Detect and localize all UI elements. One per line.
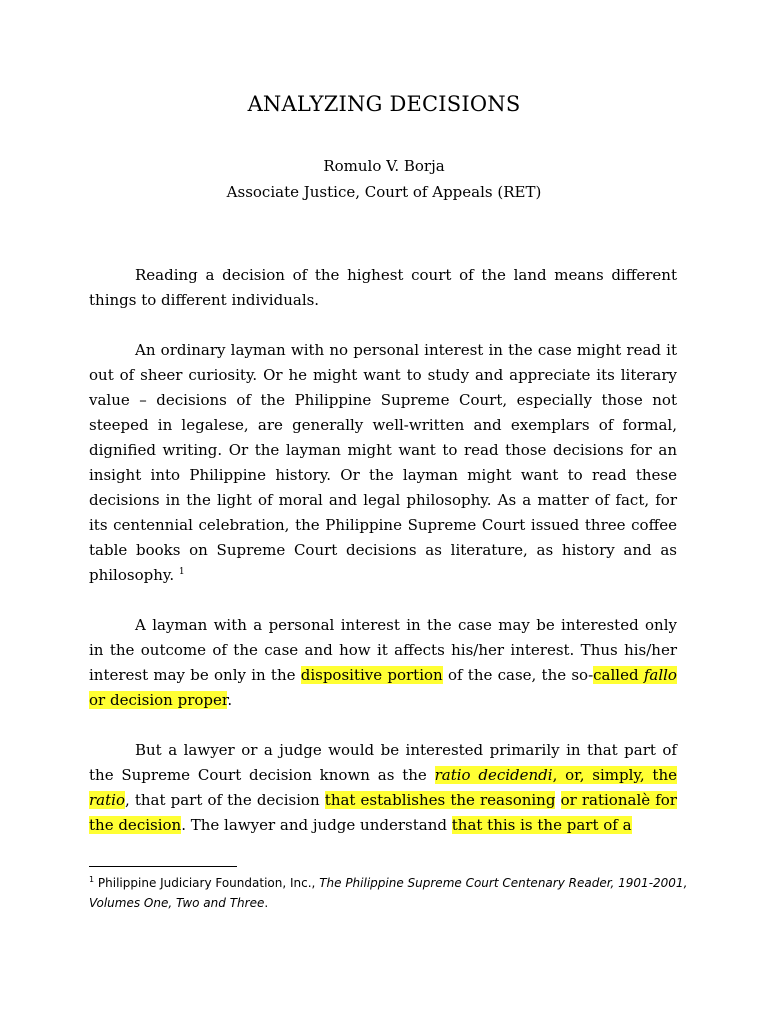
footnote-1 — [89, 873, 689, 913]
document-body — [89, 263, 677, 863]
paragraph-4-text: But a lawyer or a judge would be interested primarily in that part of the Supreme Court decision known as the — [89, 741, 677, 784]
highlight-ratio-decidendi: ratio decidendi — [434, 766, 553, 784]
document-title: ANALYZING DECISIONS — [247, 92, 521, 116]
paragraph-3 — [89, 613, 677, 713]
footnote-book-title: The Philippine Supreme Court Centenary Reader, 1901-2001, Volumes One, Two and Three — [89, 876, 688, 910]
highlight-establishes-reasoning: that establishes the reasoning — [324, 791, 556, 809]
paragraph-4 — [89, 738, 677, 838]
paragraph-4-text-3: . The lawyer and judge understand — [181, 816, 447, 834]
highlight-called: called — [593, 666, 639, 684]
paragraph-2 — [89, 338, 677, 588]
highlight-part-of-a: that this is the part of a — [451, 816, 632, 834]
term-fallo: fallo — [643, 666, 677, 684]
paragraph-2-text: An ordinary layman with no personal interest in the case might read it out of sheer curiosity. Or he might want to study and appreciate its literary value – decisions of the Philippine Supreme Court, especially those not steeped in legalese, are generally well-written and exemplars of formal, dignified writing. Or the layman might want to read those decisions for an insight into Philippine history. Or the layman might want to read these decisions in the light of moral and legal philosophy. As a matter of fact, for its centennial celebration, the Philippine Supreme Court issued three coffee table books on Supreme Court decisions as literature, as history and as philosophy. — [89, 341, 677, 584]
footnote-number: 1 — [89, 875, 95, 884]
highlight-decision-proper: or decision proper — [89, 691, 228, 709]
paragraph-4-text-2: , that part of the decision — [124, 791, 320, 809]
footnote-publisher: Philippine Judiciary Foundation, Inc., — [97, 876, 316, 890]
paragraph-3-text-2: of the case, the so- — [447, 666, 594, 684]
paragraph-3-text: A layman with a personal interest in the case may be interested only in the outcome of the case and how it affects his/her interest. Thus his/her interest may be only in the — [89, 616, 677, 684]
footnote-ref-1[interactable]: 1 — [178, 567, 185, 577]
paragraph-3-end: . — [227, 691, 233, 709]
highlight-or-simply-the: , or, simply, the — [552, 766, 677, 784]
footnote-divider — [89, 866, 237, 867]
paragraph-1: Reading a decision of the highest court of the land means different things to different individuals. — [89, 266, 677, 309]
author-affiliation: Associate Justice, Court of Appeals (RET) — [226, 183, 542, 201]
highlight-rationale: or rationalè for the decision — [89, 791, 677, 834]
footnote-end: . — [264, 896, 269, 910]
author-name: Romulo V. Borja — [323, 157, 445, 175]
highlight-dispositive-portion: dispositive portion — [300, 666, 443, 684]
highlight-ratio: ratio — [89, 791, 125, 809]
